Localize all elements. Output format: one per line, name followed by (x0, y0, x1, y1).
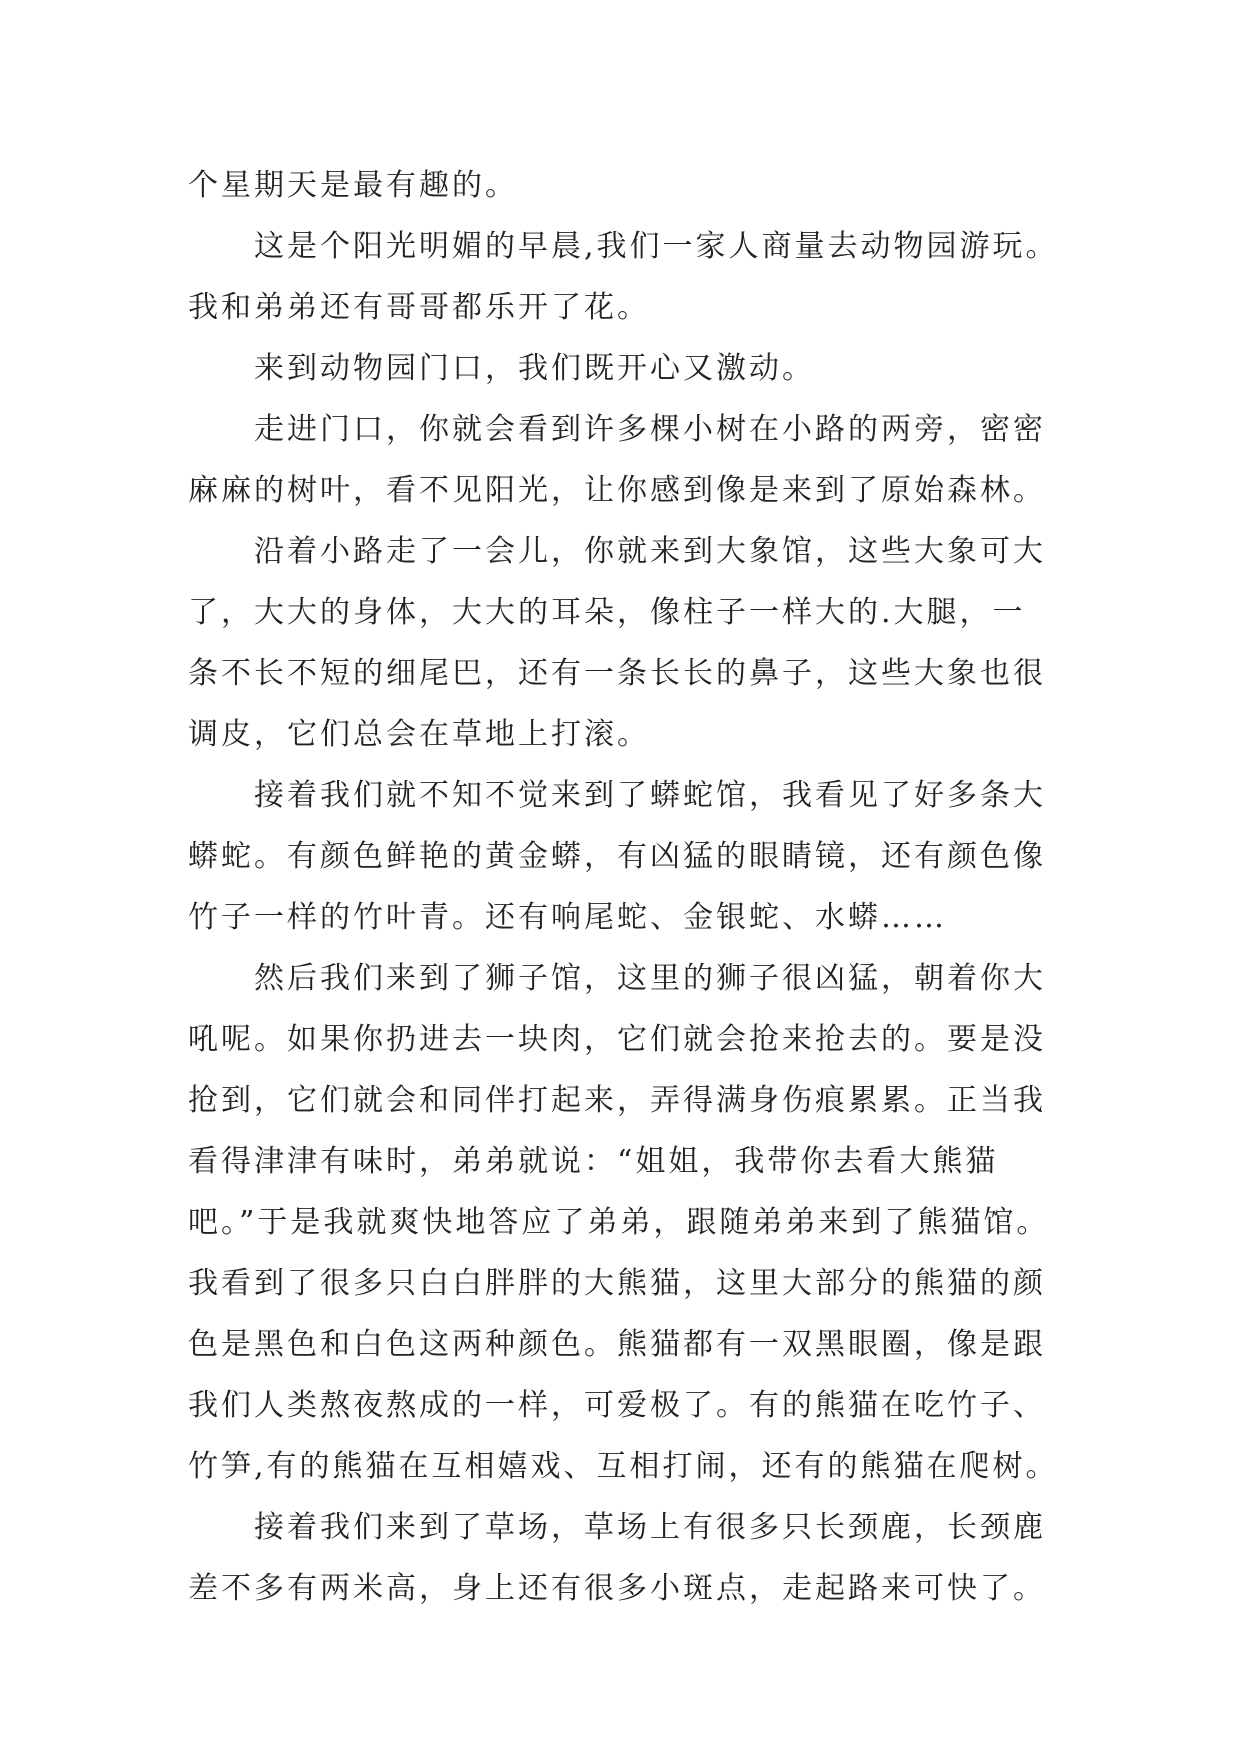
text-line: 麻麻的树叶，看不见阳光，让你感到像是来到了原始森林。 (188, 473, 1046, 508)
text-line: 个星期天是最有趣的。 (188, 168, 518, 203)
paragraph-first-line: 接着我们就不知不觉来到了蟒蛇馆，我看见了好多条大 (254, 778, 1046, 813)
paragraph-first-line: 沿着小路走了一会儿，你就来到大象馆，这些大象可大 (254, 534, 1046, 569)
paragraph-first-line: 走进门口，你就会看到许多棵小树在小路的两旁，密密 (254, 412, 1046, 447)
essay-text (188, 155, 1068, 1619)
text-line: 条不长不短的细尾巴，还有一条长长的鼻子，这些大象也很 (188, 656, 1046, 691)
text-line: 吧。”于是我就爽快地答应了弟弟，跟随弟弟来到了熊猫馆。 (188, 1205, 1050, 1240)
text-line: 色是黑色和白色这两种颜色。熊猫都有一双黑眼圈，像是跟 (188, 1327, 1046, 1362)
text-line: 了，大大的身体，大大的耳朵，像柱子一样大的.大腿，一 (188, 595, 1026, 630)
text-line: 竹子一样的竹叶青。还有响尾蛇、金银蛇、水蟒…… (188, 900, 947, 935)
text-line: 抢到，它们就会和同伴打起来，弄得满身伤痕累累。正当我 (188, 1083, 1046, 1118)
paragraph-first-line: 接着我们来到了草场，草场上有很多只长颈鹿，长颈鹿 (254, 1510, 1046, 1545)
text-line: 竹笋,有的熊猫在互相嬉戏、互相打闹，还有的熊猫在爬树。 (188, 1449, 1059, 1484)
text-line: 蟒蛇。有颜色鲜艳的黄金蟒，有凶猛的眼睛镜，还有颜色像 (188, 839, 1046, 874)
text-line: 看得津津有味时，弟弟就说：“姐姐，我带你去看大熊猫 (188, 1144, 999, 1179)
paragraph-first-line: 然后我们来到了狮子馆，这里的狮子很凶猛，朝着你大 (254, 961, 1046, 996)
paragraph-first-line: 来到动物园门口，我们既开心又激动。 (254, 351, 815, 386)
paragraph-first-line: 这是个阳光明媚的早晨,我们一家人商量去动物园游玩。 (254, 229, 1059, 264)
text-line: 差不多有两米高，身上还有很多小斑点，走起路来可快了。 (188, 1571, 1046, 1606)
text-line: 我们人类熬夜熬成的一样，可爱极了。有的熊猫在吃竹子、 (188, 1388, 1046, 1423)
text-line: 吼呢。如果你扔进去一块肉，它们就会抢来抢去的。要是没 (188, 1022, 1046, 1057)
text-line: 调皮，它们总会在草地上打滚。 (188, 717, 650, 752)
text-line: 我看到了很多只白白胖胖的大熊猫，这里大部分的熊猫的颜 (188, 1266, 1046, 1301)
text-line: 我和弟弟还有哥哥都乐开了花。 (188, 290, 650, 325)
